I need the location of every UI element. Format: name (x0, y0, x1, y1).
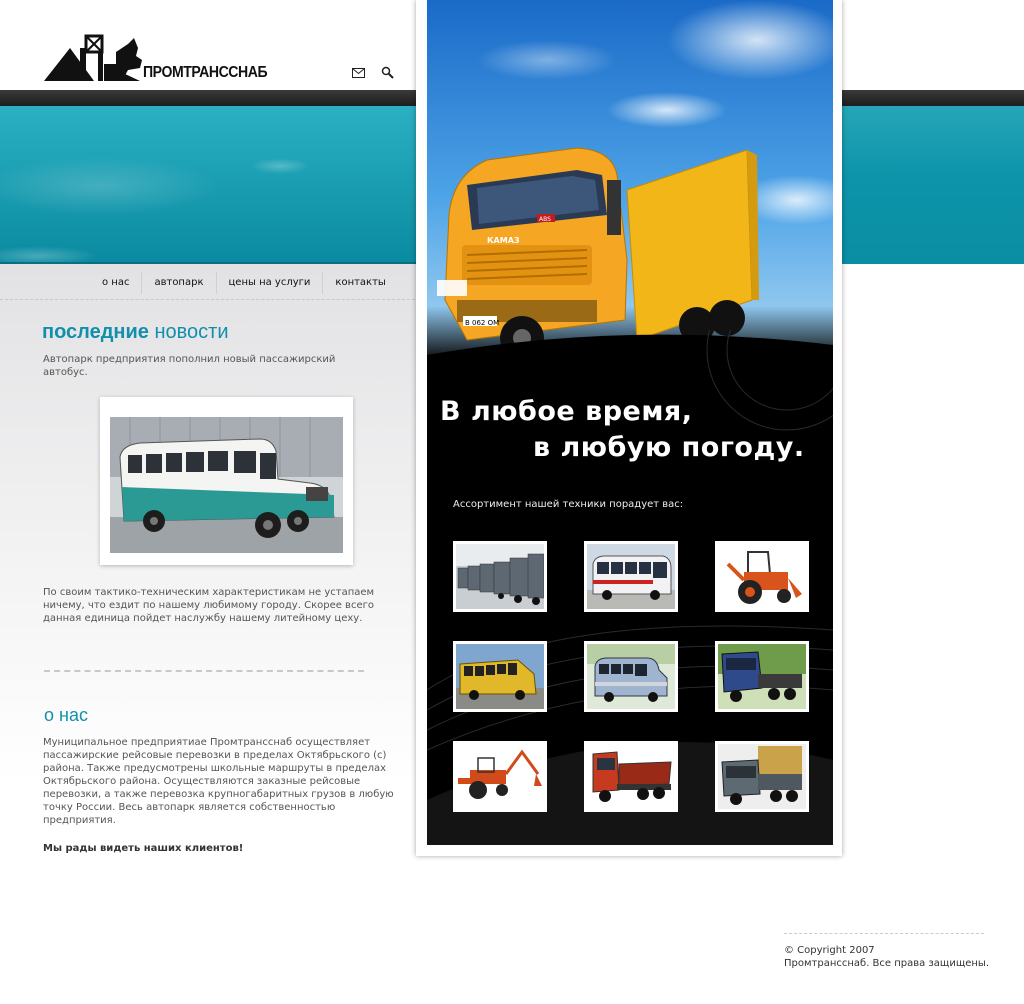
nav-item-prices[interactable]: цены на услуги (217, 272, 324, 294)
thumb-blue-truck[interactable] (715, 641, 809, 712)
yellow-bus-image (456, 644, 544, 709)
backhoe-tractor-image (456, 744, 544, 809)
small-bus-image (587, 644, 675, 709)
news-heading-rest: новости (154, 321, 229, 343)
news-body: По своим тактико-техническим характеристикам не устапаем ничему, что ездит по нашему любимому городу. Скорее всего данная единица пойдет наслужбу нашему литейному цеху. (43, 587, 375, 624)
slogan-line-2: в любую погоду. (533, 432, 805, 463)
news-intro: Автопарк предприятия пополнил новый пассажирский автобус. (43, 354, 336, 378)
slogan-line-1: В любое время, (440, 396, 693, 427)
promo-panel (427, 0, 833, 845)
about-closing: Мы рады видеть наших клиентов! (43, 843, 244, 854)
about-body: Муниципальное предприятиае Промтрансснаб осуществляет пассажирские рейсовые перевозки в пределах Октябрьского (с) района. Также предусмотрены школьные маршруты в пределах Октябрьского района. Осуществляются заказные рейсовые перевозки, а также перевозка крупногабаритных грузов в любую точку России. Весь автопарк является собственностью предприятия. (43, 737, 394, 826)
section-divider (44, 670, 364, 674)
cargo-truck-image (718, 744, 806, 809)
dump-truck-image (587, 744, 675, 809)
nav-item-contacts[interactable]: контакты (335, 277, 386, 288)
thumb-orange-tractor[interactable] (715, 541, 809, 612)
truck-hero-image (427, 0, 833, 360)
nav-item-fleet[interactable]: автопарк (142, 272, 216, 294)
thumb-white-bus[interactable] (584, 541, 678, 612)
blue-truck-image (718, 644, 806, 709)
truck-brand: КАМАЗ (487, 236, 520, 245)
nav-divider (0, 299, 415, 301)
fleet-trucks-image (456, 544, 544, 609)
thumb-cargo-truck[interactable] (715, 741, 809, 812)
search-icon[interactable] (381, 66, 394, 79)
thumb-dump-truck[interactable] (584, 741, 678, 812)
news-heading (42, 321, 229, 344)
about-heading: о нас (44, 705, 88, 725)
footer-rights: Промтрансснаб. Все права защищены. (784, 958, 990, 969)
orange-tractor-image (718, 544, 806, 609)
mail-icon[interactable] (352, 68, 365, 78)
assortment-caption: Ассортимент нашей техники порадует вас: (453, 499, 684, 510)
teal-banner-water (0, 106, 418, 264)
truck-badge: ABS (539, 216, 551, 223)
thumb-small-bus[interactable] (584, 641, 678, 712)
nav-item-about[interactable]: о нас (90, 272, 142, 294)
news-photo-frame[interactable] (100, 397, 353, 565)
thumb-yellow-bus[interactable] (453, 641, 547, 712)
footer-copyright: © Copyright 2007 (784, 945, 875, 956)
white-bus-image (587, 544, 675, 609)
truck-plate: В 062 ОМ (465, 319, 500, 327)
news-bus-photo (110, 417, 343, 553)
thumb-backhoe-tractor[interactable] (453, 741, 547, 812)
news-heading-bold: последние (42, 321, 149, 343)
main-nav (90, 272, 415, 294)
thumb-fleet-trucks[interactable] (453, 541, 547, 612)
footer-divider (784, 933, 984, 934)
brand-name: ПРОМТРАНССНАБ (143, 64, 268, 81)
